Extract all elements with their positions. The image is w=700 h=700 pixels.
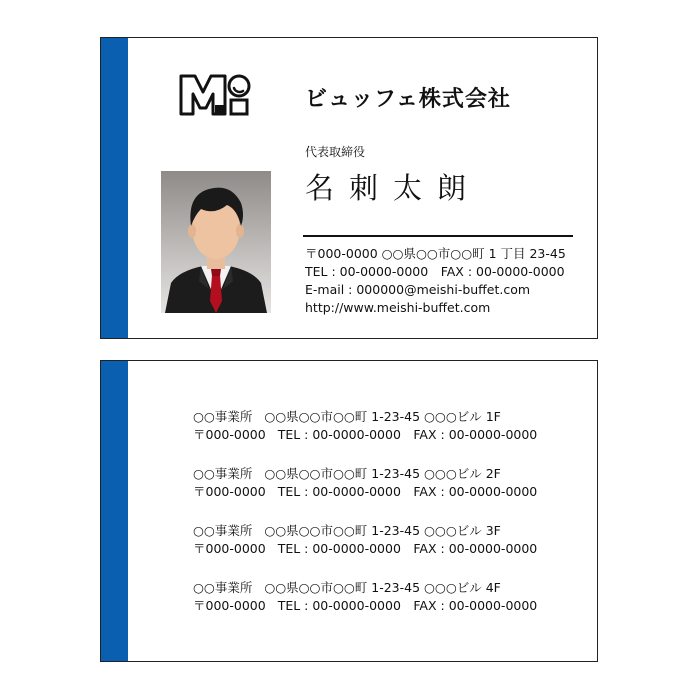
office-entry <box>193 522 537 558</box>
office-postal: 〒000-0000 <box>193 598 266 613</box>
address-line: 〒000-0000 ○○県○○市○○町 1 丁目 23-45 <box>305 246 566 261</box>
company-logo <box>179 72 253 118</box>
office-address: ○○県○○市○○町 1-23-45 ○○○ビル 3F <box>264 523 501 538</box>
business-card-front <box>100 37 598 339</box>
phone-fax-line: TEL : 00-0000-0000 FAX : 00-0000-0000 <box>305 264 565 279</box>
office-address: ○○県○○市○○町 1-23-45 ○○○ビル 2F <box>264 466 501 481</box>
office-address: ○○県○○市○○町 1-23-45 ○○○ビル 4F <box>264 580 501 595</box>
contact-info <box>305 245 566 317</box>
office-phones: TEL : 00-0000-0000 FAX : 00-0000-0000 <box>277 541 538 556</box>
job-title: 代表取締役 <box>305 145 366 159</box>
company-name: ビュッフェ株式会社 <box>305 87 511 112</box>
divider-rule <box>303 235 573 237</box>
portrait-photo <box>161 171 271 313</box>
office-phones: TEL : 00-0000-0000 FAX : 00-0000-0000 <box>277 427 538 442</box>
office-phones: TEL : 00-0000-0000 FAX : 00-0000-0000 <box>277 598 538 613</box>
office-name: ○○事業所 <box>193 580 253 595</box>
email-line: E-mail : 000000@meishi-buffet.com <box>305 282 531 297</box>
office-postal: 〒000-0000 <box>193 484 266 499</box>
office-entry <box>193 579 537 615</box>
office-postal: 〒000-0000 <box>193 541 266 556</box>
accent-stripe <box>101 38 128 338</box>
accent-stripe <box>101 361 128 661</box>
office-postal: 〒000-0000 <box>193 427 266 442</box>
website-line: http://www.meishi-buffet.com <box>305 300 491 315</box>
office-entry <box>193 465 537 501</box>
office-name: ○○事業所 <box>193 409 253 424</box>
business-card-back <box>100 360 598 662</box>
office-address: ○○県○○市○○町 1-23-45 ○○○ビル 1F <box>264 409 501 424</box>
office-phones: TEL : 00-0000-0000 FAX : 00-0000-0000 <box>277 484 538 499</box>
office-list <box>193 408 537 636</box>
office-name: ○○事業所 <box>193 523 253 538</box>
office-name: ○○事業所 <box>193 466 253 481</box>
person-name: 名刺太朗 <box>305 171 482 205</box>
office-entry <box>193 408 537 444</box>
